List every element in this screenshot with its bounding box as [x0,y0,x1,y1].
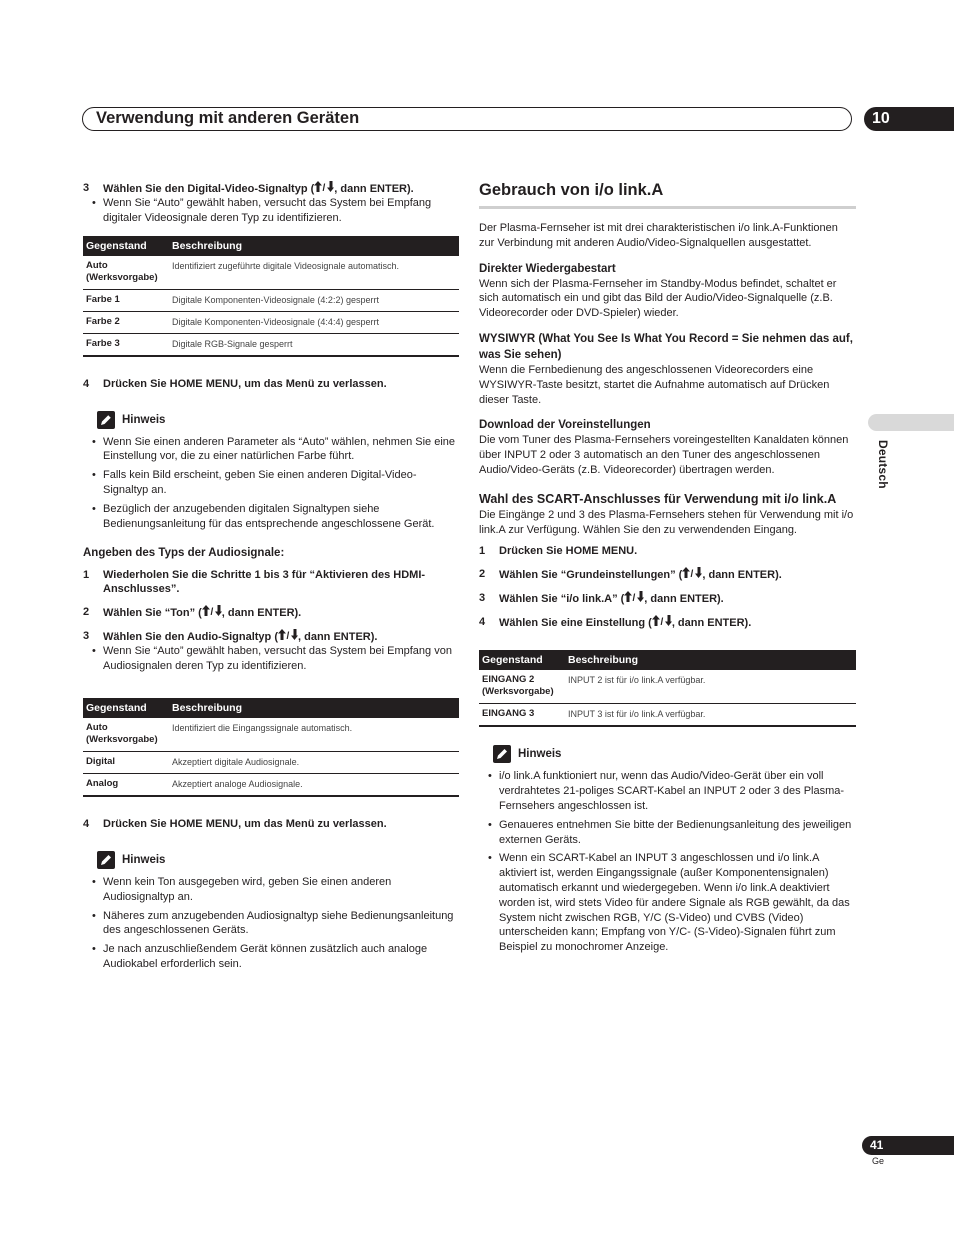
note-heading: Hinweis [493,745,856,763]
table-row: Auto (Werksvorgabe) Identifiziert die Eingangssignale automatisch. [83,718,459,752]
paragraph: Wenn sich der Plasma-Fernseher im Standby-Modus befindet, schaltet er sich automatisch ein und gibt das Bild der Audio/Video-Signalquelle (z.B. Videorecorder oder DVD-Spieler) wieder. [479,277,837,320]
language-tab [868,414,954,431]
svg-text:/: / [322,183,326,192]
list-item: • Wenn Sie “Auto” gewählt haben, versucht das System bei Empfang digitaler Videosignale deren Typ zu identifizieren. [83,196,459,226]
iolink-step-2: 2 Wählen Sie “Grundeinstellungen” ( / , dann ENTER). [479,568,782,582]
iolink-step-4: 4 Wählen Sie eine Einstellung ( / , dann ENTER). [479,616,752,630]
step-3-bullets [83,196,459,226]
table-row: Farbe 2 Digitale Komponenten-Videosignale (4:4:4) gesperrt [83,311,459,333]
up-down-arrow-icon [314,181,334,192]
table-header: Gegenstand [83,698,169,718]
list-item: • Je nach anzuschließendem Gerät können zusätzlich auch analoge Audiokabel erforderlich sein. [83,942,459,972]
list-item: • Wenn Sie “Auto” gewählt haben, versucht das System bei Empfang von Audiosignalen deren Typ zu identifizieren. [83,644,459,674]
list-item: • Bezüglich der anzugebenden digitalen Signaltypen siehe Bedienungsanleitung für das entsprechende angeschlossene Gerät. [83,502,459,532]
table-header: Beschreibung [565,650,856,670]
list-item: • Genaueres entnehmen Sie bitte der Bedienungsanleitung des jeweiligen externen Geräts. [479,818,856,848]
note-right-bullets [479,769,856,955]
note-2-bullets [83,875,459,972]
svg-text:/: / [660,617,664,627]
list-item: • i/o link.A funktioniert nur, wenn das Audio/Video-Gerät über ein voll verdrahtetes 21-poliges SCART-Kabel an INPUT 2 oder 3 des Plasma-Fernsehers angeschlossen ist. [479,769,856,813]
page-title: Verwendung mit anderen Geräten [96,109,360,127]
up-down-arrow-icon [652,615,672,626]
table-row: Digital Akzeptiert digitale Audiosignale. [83,751,459,773]
iolink-step-1: 1 Drücken Sie HOME MENU. [479,545,638,558]
up-down-arrow-icon [624,591,644,602]
up-down-arrow-icon [682,567,702,578]
pencil-note-icon [97,851,115,869]
paragraph: Wenn die Fernbedienung des angeschlossenen Videorecorders eine WYSIWYR-Taste besitzt, startet die Aufnahme automatisch auf Drücken dieser Taste. [479,363,830,406]
audio-section-title: Angeben des Typs der Audiosignale: [83,547,285,560]
list-item: • Wenn Sie einen anderen Parameter als “Auto” wählen, nehmen Sie eine Einstellung vor, die zu einer natürlichen Farbe führt. [83,435,459,465]
audio-step-1: 1 Wiederholen Sie die Schritte 1 bis 3 für “Aktivieren des HDMI-Anschlusses”. [83,569,426,596]
table-row: EINGANG 2 (Werksvorgabe) INPUT 2 ist für i/o link.A verfügbar. [479,670,856,704]
paragraph: Die Eingänge 2 und 3 des Plasma-Fernsehers stehen für Verwendung mit i/o link.A zur Verfügung. Wählen Sie den zu verwendenden Eingang. [479,508,854,536]
iolink-step-3: 3 Wählen Sie “i/o link.A” ( / , dann ENTER). [479,592,724,606]
table-row: Analog Akzeptiert analoge Audiosignale. [86,777,303,789]
list-item: • Falls kein Bild erscheint, geben Sie einen anderen Digital-Video-Signaltyp an. [83,468,459,498]
section-heading: Gebrauch von i/o link.A [479,181,856,209]
subheading-direct-playback: Direkter Wiedergabestart [479,262,616,275]
chapter-number: 10 [864,107,954,131]
table-header: Beschreibung [169,236,459,256]
video-signal-table [83,236,459,357]
up-down-arrow-icon [202,605,222,616]
audio-step-3-bullets [83,644,459,674]
page-language-code: Ge [872,1156,885,1166]
iolink-input-table [479,650,856,727]
up-down-arrow-icon [278,629,298,640]
table-header: Gegenstand [83,236,169,256]
note-heading: Hinweis [97,411,459,429]
note-heading: Hinweis [97,851,459,869]
list-item: • Wenn ein SCART-Kabel an INPUT 3 angeschlossen und i/o link.A aktiviert ist, werden Eingangssignale (außer Komponentensignalen) automatisch erkannt und wiedergegeben. Wenn i/o link.A deaktiviert worden ist, wird stets Video für andere Signale als RGB gewählt, da das System nicht zwischen RGB, Y/C (S-Video) und CVBS (Video) unterscheiden kann; Empfang von Y/C- (S-Video)-Signalen führt zum Beispiel zu monochromer Anzeige. [479,851,856,955]
step-4-exit: 4 Drücken Sie HOME MENU, um das Menü zu verlassen. [83,377,387,390]
svg-text:/: / [690,569,694,579]
audio-step-2: 2 Wählen Sie “Ton” ( / , dann ENTER). [83,606,302,620]
list-item: • Wenn kein Ton ausgegeben wird, geben Sie einen anderen Audiosignaltyp an. [83,875,459,905]
svg-text:/: / [632,593,636,603]
svg-text:/: / [286,631,290,641]
list-item: • Näheres zum anzugebenden Audiosignaltyp siehe Bedienungsanleitung des angeschlossenen Geräts. [83,909,459,939]
right-column [479,181,856,959]
intro-paragraph: Der Plasma-Fernseher ist mit drei charakteristischen i/o link.A-Funktionen zur Verbindung mit anderen Audio/Video-Signalquellen ausgestattet. [479,222,838,249]
table-header: Beschreibung [169,698,459,718]
language-label: Deutsch [876,440,890,489]
pencil-note-icon [97,411,115,429]
subheading-preset-download: Download der Voreinstellungen [479,419,651,432]
table-row: Farbe 1 Digitale Komponenten-Videosignale (4:2:2) gesperrt [83,289,459,311]
left-column [83,181,459,976]
step-4-exit-audio: 4 Drücken Sie HOME MENU, um das Menü zu verlassen. [83,817,387,830]
svg-text:/: / [210,607,214,617]
table-row: Farbe 3 Digitale RGB-Signale gesperrt [86,337,293,349]
subheading-scart-selection: Wahl des SCART-Anschlusses für Verwendung mit i/o link.A [479,491,837,506]
audio-step-3: 3 Wählen Sie den Audio-Signaltyp ( / , dann ENTER). [83,630,378,644]
table-row: EINGANG 3 INPUT 3 ist für i/o link.A verfügbar. [482,708,706,720]
table-header: Gegenstand [479,650,565,670]
page-number: 41 [862,1136,954,1155]
pencil-note-icon [493,745,511,763]
subheading-wysiwyr: WYSIWYR (What You See Is What You Record = Sie nehmen das auf, was Sie sehen) [479,332,853,361]
table-row: Auto (Werksvorgabe) Identifiziert zugeführte digitale Videosignale automatisch. [83,256,459,290]
step-3-video-signal: 3 Wählen Sie den Digital-Video-Signaltyp ( / , dann ENTER). [83,182,414,195]
audio-signal-table [83,698,459,797]
paragraph: Die vom Tuner des Plasma-Fernsehers voreingestellten Kanaldaten können über INPUT 2 oder 3 automatisch an den Tuner des angeschlossenen Audio/Video-Geräts (z.B. Videorecorder) übertragen werden. [479,434,849,476]
note-1-bullets [83,435,459,532]
